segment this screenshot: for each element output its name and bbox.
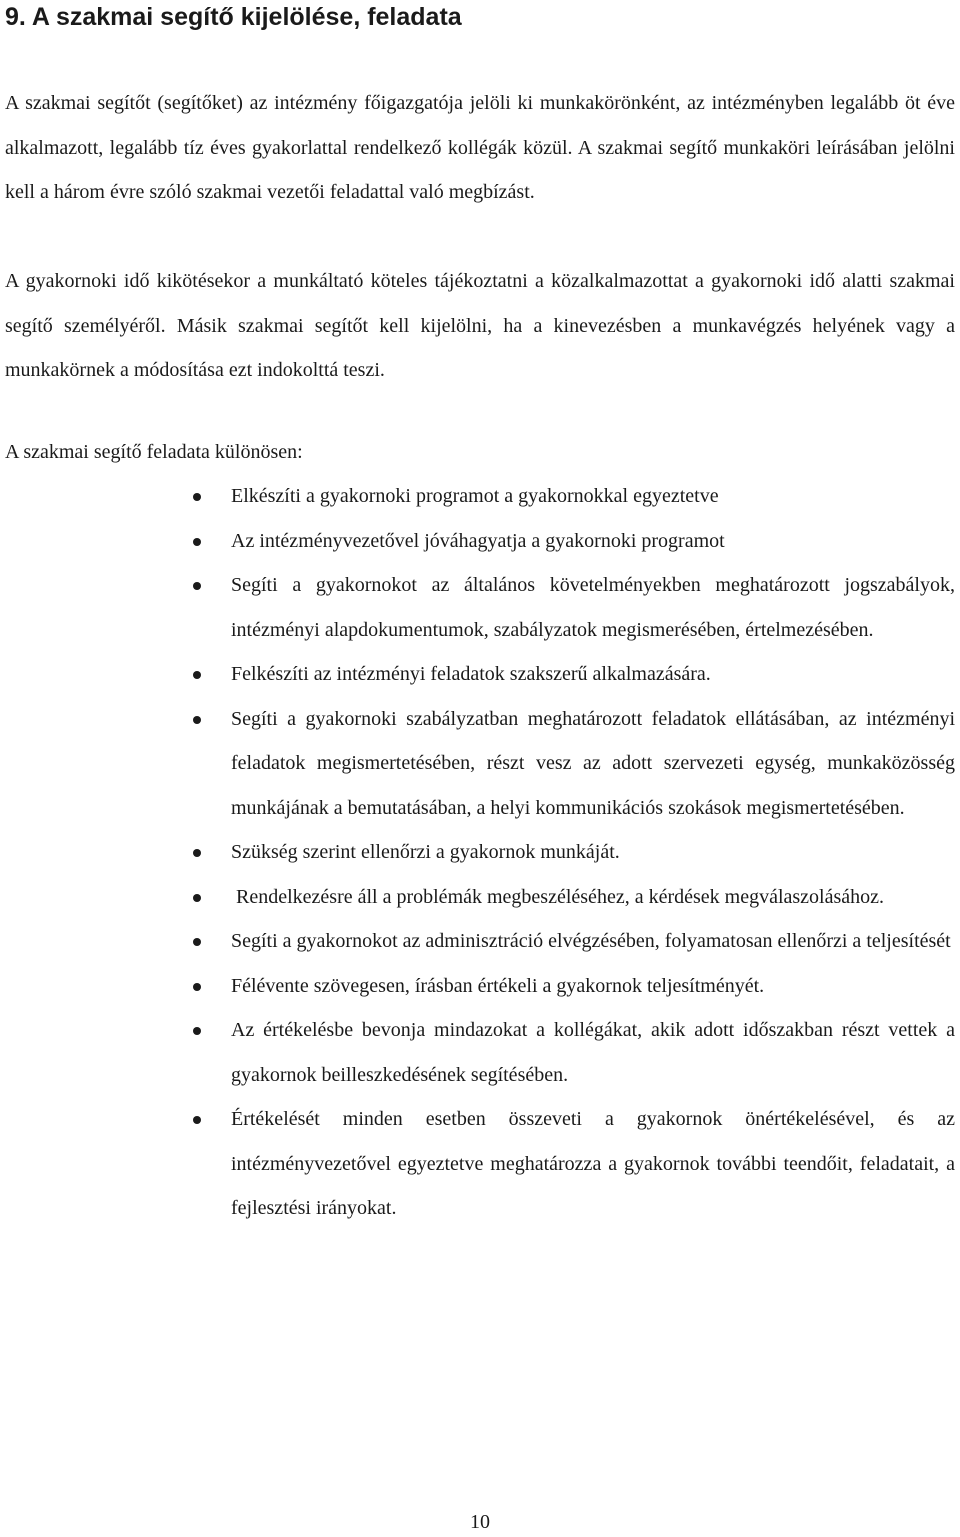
- page-number: 10: [470, 1511, 490, 1533]
- list-item: [0, 830, 960, 875]
- bullet-icon: [193, 849, 201, 857]
- list-item-text: Segíti a gyakornokot az általános követelményekben meghatározott jogszabályok, intézményi alapdokumentumok, szabályzatok megismerésében, értelmezésében.: [231, 574, 955, 641]
- list-item: [0, 519, 960, 564]
- bullet-icon: [193, 894, 201, 902]
- bullet-icon: [193, 938, 201, 946]
- list-item-text: Szükség szerint ellenőrzi a gyakornok munkáját.: [231, 841, 620, 863]
- list-item-text: Értékelését minden esetben összeveti a gyakornok önértékelésével, és az intézményvezetővel egyeztetve meghatározza a gyakornok további teendőit, feladatait, a fejlesztési irányokat.: [231, 1108, 955, 1219]
- list-item-text: Félévente szövegesen, írásban értékeli a gyakornok teljesítményét.: [231, 974, 765, 997]
- list-item-text: Segíti a gyakornokot az adminisztráció elvégzésében, folyamatosan ellenőrzi a teljesítését: [231, 930, 951, 952]
- bullet-icon: [193, 671, 201, 679]
- list-item-text: Segíti a gyakornoki szabályzatban meghatározott feladatok ellátásában, az intézményi feladatok megismertetésében, részt vesz az adott szervezeti egység, munkaközösség munkájának a bemutatásában, a helyi kommunikációs szokások megismertetésében.: [231, 707, 955, 819]
- paragraph-notification: A gyakornoki idő kikötésekor a munkáltató köteles tájékoztatni a közalkalmazottat a gyakornoki idő alatti szakmai segítő személyéről. Másik szakmai segítőt kell kijelölni, ha a kinevezésben a munkavégzés helyének vagy a munkakörnek a módosítása ezt indokolttá teszi.: [5, 270, 955, 381]
- bullet-icon: [193, 716, 201, 724]
- list-item: [0, 919, 960, 964]
- bullet-icon: [193, 983, 201, 991]
- list-item: [0, 697, 960, 831]
- list-item: [0, 474, 960, 519]
- list-item: [0, 875, 960, 920]
- bullet-icon: [193, 1027, 201, 1035]
- list-item: [0, 1097, 960, 1231]
- list-item-text: Az intézményvezetővel jóváhagyatja a gyakornoki programot: [231, 529, 725, 552]
- bullet-icon: [193, 1116, 201, 1124]
- list-item-text: Elkészíti a gyakornoki programot a gyakornokkal egyeztetve: [231, 485, 719, 507]
- bullet-icon: [193, 538, 201, 546]
- list-item: [0, 563, 960, 652]
- list-item: [0, 652, 960, 697]
- section-heading: 9. A szakmai segítő kijelölése, feladata: [5, 3, 462, 31]
- list-item: [0, 964, 960, 1009]
- paragraph-tasks-intro: A szakmai segítő feladata különösen:: [5, 441, 303, 463]
- list-item-text: Felkészíti az intézményi feladatok szakszerű alkalmazására.: [231, 663, 711, 685]
- list-item-text: Rendelkezésre áll a problémák megbeszéléséhez, a kérdések megválaszolásához.: [231, 885, 885, 908]
- bullet-icon: [193, 493, 201, 501]
- list-item-text: Az értékelésbe bevonja mindazokat a kollégákat, akik adott időszakban részt vettek a gyakornok beilleszkedésének segítésében.: [231, 1019, 955, 1086]
- list-item: [0, 1008, 960, 1097]
- paragraph-assignment: A szakmai segítőt (segítőket) az intézmény főigazgatója jelöli ki munkakörönként, az intézményben legalább öt éve alkalmazott, legalább tíz éves gyakorlattal rendelkező kollégák közül. A szakmai segítő munkaköri leírásában jelölni kell a három évre szóló szakmai vezetői feladattal való megbízást.: [5, 92, 955, 203]
- task-list: [0, 474, 960, 1231]
- bullet-icon: [193, 582, 201, 590]
